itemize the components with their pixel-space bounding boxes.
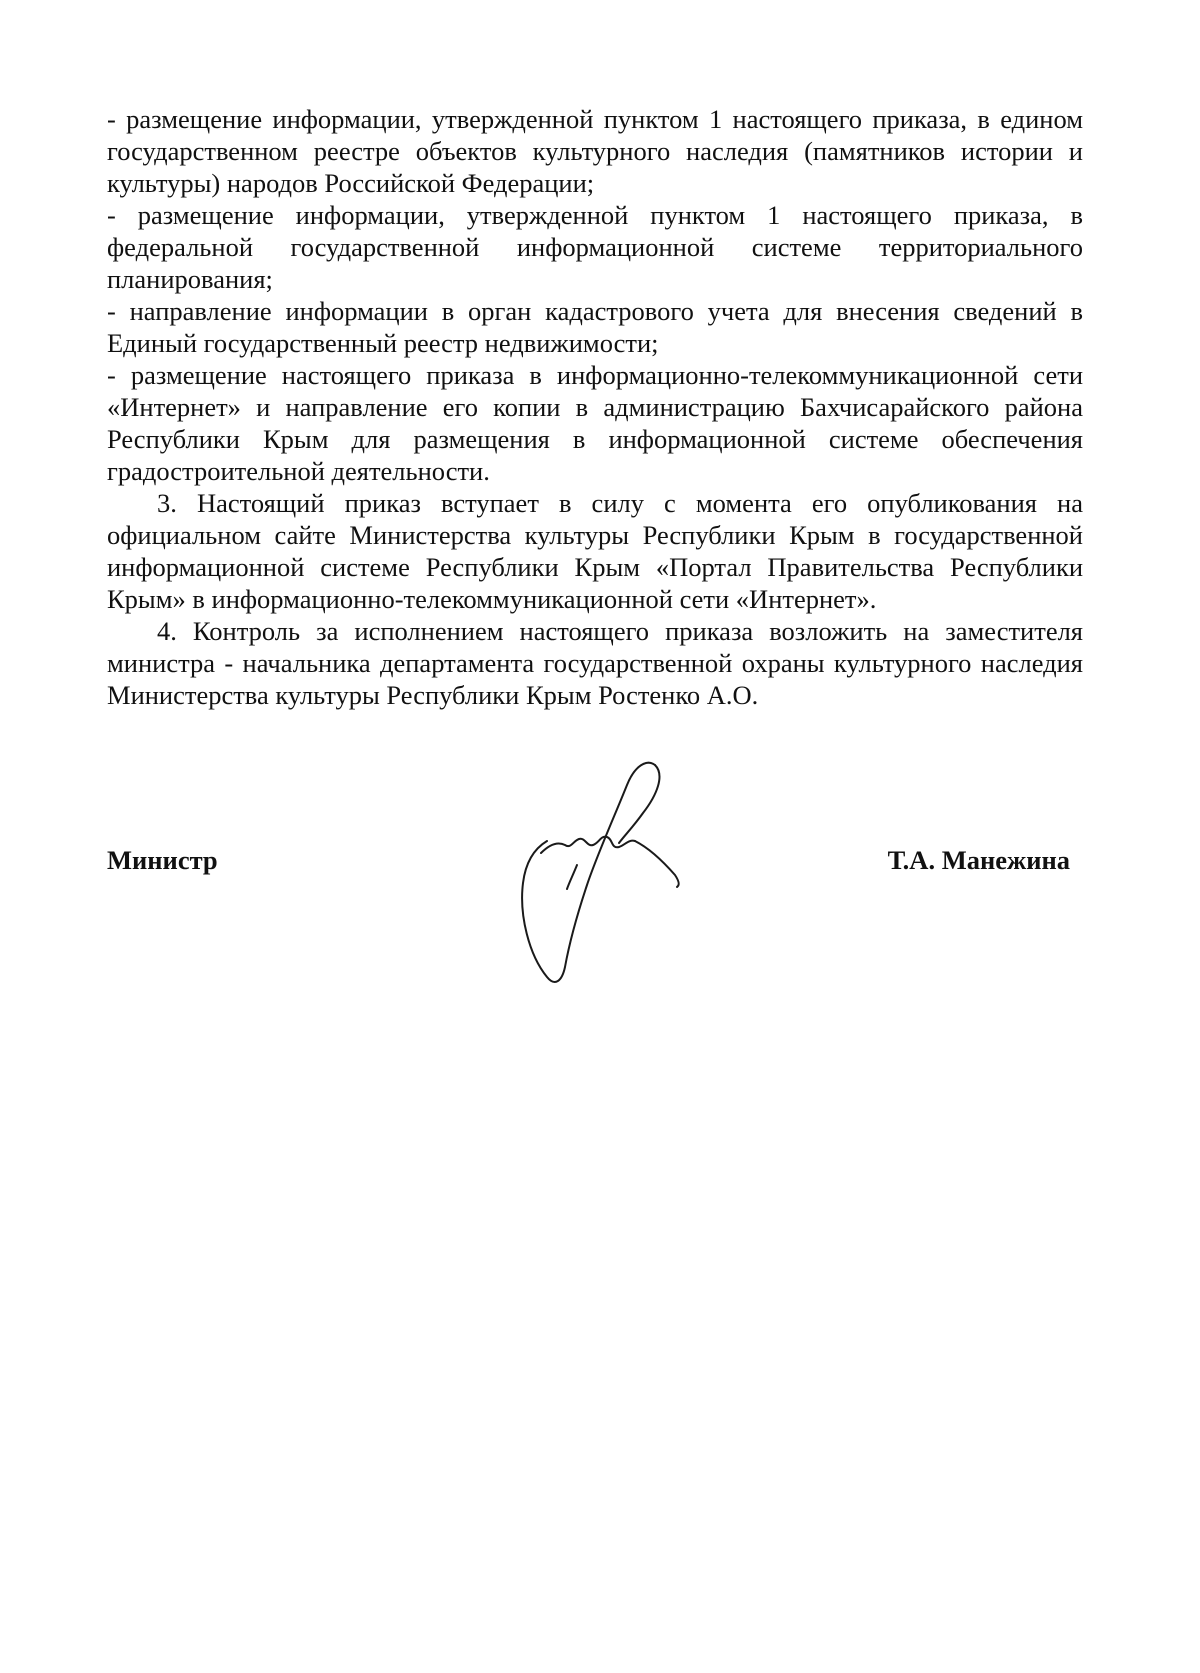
signatory-name: Т.А. Манежина (887, 845, 1070, 875)
paragraph-clause-3: 3. Настоящий приказ вступает в силу с момента его опубликования на официальном сайте Министерства культуры Республики Крым в государственной информационной системе Республики Крым «Портал Правительства Республики Крым» в информационно-телекоммуникационной сети «Интернет». (107, 488, 1083, 614)
handwritten-signature-icon (515, 755, 715, 995)
paragraph-list-item-2: - размещение информации, утвержденной пунктом 1 настоящего приказа, в федеральной государственной информационной системе территориального планирования; (107, 200, 1083, 294)
signatory-position: Министр (107, 845, 218, 875)
paragraph-clause-4: 4. Контроль за исполнением настоящего приказа возложить на заместителя министра - начальника департамента государственной охраны культурного наследия Министерства культуры Республики Крым Ростенко А.О. (107, 616, 1083, 710)
document-body (107, 103, 1083, 711)
paragraph-list-item-1: - размещение информации, утвержденной пунктом 1 настоящего приказа, в едином государственном реестре объектов культурного наследия (памятников истории и культуры) народов Российской Федерации; (107, 104, 1083, 198)
paragraph-list-item-3: - направление информации в орган кадастрового учета для внесения сведений в Единый государственный реестр недвижимости; (107, 296, 1083, 358)
paragraph-list-item-4: - размещение настоящего приказа в информационно-телекоммуникационной сети «Интернет» и направление его копии в администрацию Бахчисарайского района Республики Крым для размещения в информационной системе обеспечения градостроительной деятельности. (107, 360, 1083, 486)
